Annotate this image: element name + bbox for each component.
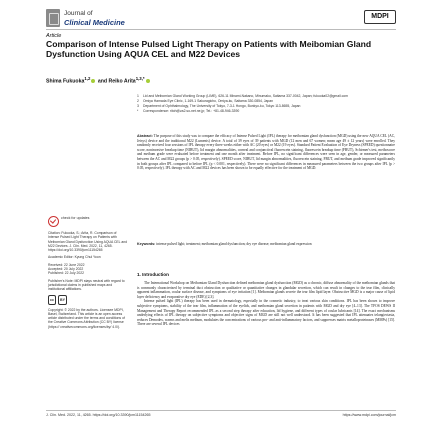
- citation-block: Citation: Fukuoka, S.; Arita, R. Comparison of Intense Pulsed Light Therapy on Patients with Meibomian Gland Dysfunction Using AQUA CEL and M22 Devices. J. Clin. Med. 2022, 11, 4265. https://doi.org/10.3390/jcm11154265: [48, 231, 128, 253]
- affiliation-number: 2: [137, 98, 139, 103]
- author-separator: and: [96, 78, 109, 85]
- accepted-date: Accepted: 20 July 2022: [48, 267, 84, 272]
- keywords: [137, 242, 395, 247]
- cc-icon: cc: [48, 295, 56, 305]
- affiliation-number: *: [137, 108, 139, 113]
- footer-citation-link[interactable]: J. Clin. Med. 2022, 11, 4265. https://doi.org/10.3390/jcm11154265: [46, 413, 151, 417]
- article-sidebar: [48, 231, 128, 332]
- author-name[interactable]: Shima Fukuoka: [46, 78, 85, 85]
- orcid-icon[interactable]: [146, 79, 150, 83]
- affiliation-number: 3: [137, 103, 139, 108]
- check-updates-icon: [48, 216, 59, 227]
- affiliation-text: Omiya Hamada Eye Clinic, 1-169-1 Sakuragicho, Omiya-ku, Saitama 330-0854, Japan: [143, 98, 274, 103]
- journal-logo-icon: [46, 9, 60, 27]
- journal-name-line2: Clinical Medicine: [64, 18, 125, 27]
- abstract-text: The purpose of this study was to compare the efficacy of Intense Pulsed Light (IPL) therapy for meibomian gland dysfunction (MGD) using the new AQUA CEL (AC, Jeisys) device and the traditional M22 (Lumenis) device. A total of 39 eyes of 39 patients with MGD (12 men and 67 women; mean age 49 ± 12 years) were enrolled. They randomly received four sessions of IPL therapy every three weeks either with AC (20 eyes) or M22 (19 eyes). Standard Patient Evaluation of Eye Dryness (SPEED) questionnaire score, noninvasive breakup time (NIBUT), lid margin abnormalities, corneal and conjunctival fluorescein staining, fluorescein breakup time (FBUT), Schirmer's test, meiboscore and meibum grade were evaluated before treatment and one month after treatment. Before IPL, no significant differences were seen in age, gender, or measured parameters between the AC and M22 groups (p > 0.05, respectively). SPEED score, NIBUT, lid margin abnormalities, fluorescein staining, FBUT, and meibum grade improved significantly in both groups after IPL compared to before IPL (p < 0.001, respectively). There were no significant differences in measured parameters between the two groups after IPL (p > 0.05, respectively). IPL therapy with AC and M22 devices has been shown to be equally effective for the treatment of MGD.: [137, 134, 396, 171]
- paragraph: Intense pulsed light (IPL) therapy has been used in dermatology, especially in the cosmetic industry, to treat various skin conditions. IPL has been shown to improve subjective symptoms, stability of the tear film, inflammation of the eyelids, and meibomian gland secretion in patients with MGD and dry eye [4–13]. The TFOS DEWS II Management and Therapy Report recommended IPL as a second step therapy after education, lid hygiene, and different types of ocular lubricants [14]. The exact mechanisms underlying effects of IPL therapy on subjective symptoms and objective signs of MGD are still not well understood. It has been suggested that IPL attenuates telangiectasia, reduces Demodex, warms and melts meibum, modulates the concentrations of various pro- and anti-inflammatory factors, and suppresses matrix metalloproteinases (MMPs) [15]. There are several IPL devices: [137, 299, 395, 327]
- journal-name-line1: Journal of: [64, 10, 93, 17]
- affiliation-text: Lid and Meibomian Gland Working Group (LIME), 626-11 Minami-Nakano, Minumaku, Saitama 337-0042, Japan; fukuoka02@gmail.com: [143, 94, 348, 98]
- received-date: Received: 22 June 2022: [48, 262, 85, 267]
- affiliation-item: [137, 99, 395, 103]
- header-divider: [46, 29, 396, 30]
- article-title: Comparison of Intense Pulsed Light Therapy on Patients with Meibomian Gland Dysfunction Using AQUA CEL and M22 Devices: [46, 39, 372, 59]
- check-updates-label: check for updates: [61, 216, 90, 220]
- orcid-icon[interactable]: [91, 79, 95, 83]
- cc-license-badge[interactable]: [48, 295, 128, 305]
- footer-divider: [46, 410, 396, 411]
- affiliation-text: Department of Ophthalmology, The University of Tokyo, 7-3-1 Hongo, Bunkyo-ku, Tokyo 113-8655, Japan: [143, 103, 301, 108]
- dates-block: [48, 263, 128, 276]
- affiliation-item: [137, 104, 395, 108]
- by-icon: BY: [58, 295, 67, 305]
- affiliation-item: [137, 94, 395, 98]
- section-heading: 1. Introduction: [137, 272, 169, 277]
- published-date: Published: 22 July 2022: [48, 271, 85, 276]
- affiliation-text: Correspondence: ritoh@za2.so-net.ne.jp; Tel.: +81-48-946-3390: [143, 108, 240, 113]
- abstract-label: Abstract:: [137, 134, 153, 138]
- academic-editor: Academic Editor: Kyung Chul Yoon: [48, 255, 101, 260]
- page-footer: [46, 413, 396, 417]
- publisher-logo[interactable]: MDPI: [364, 10, 396, 24]
- footer-journal-link[interactable]: https://www.mdpi.com/journal/jcm: [342, 413, 396, 417]
- author-name[interactable]: Reiko Arita: [108, 78, 136, 85]
- author-superscript: 1,3,*: [135, 76, 145, 81]
- keywords-text: intense pulsed light; treatment; meibomian gland dysfunction; dry eye disease; meibomian gland expression: [156, 242, 312, 246]
- check-for-updates-button[interactable]: [48, 216, 90, 228]
- introduction-body: [137, 281, 395, 327]
- author-line: [46, 76, 151, 85]
- author-superscript: 1,2: [84, 76, 91, 81]
- affiliations: [137, 94, 395, 114]
- affiliation-number: 1: [137, 94, 139, 98]
- publisher-note: Publisher's Note: MDPI stays neutral with regard to jurisdictional claims in published maps and institutional affiliations.: [48, 278, 125, 292]
- article-type: Article: [46, 33, 62, 39]
- journal-name[interactable]: [64, 9, 125, 27]
- abstract: [137, 134, 395, 171]
- keywords-label: Keywords:: [137, 242, 156, 246]
- copyright-notice: Copyright: © 2022 by the authors. Licensee MDPI, Basel, Switzerland. This article is an open access article distributed under the terms and conditions of the Creative Commons Attribution (CC BY) license (https:// creativecommons.org/licenses/by/ 4.0/).: [48, 307, 125, 329]
- paragraph: The International Workshop on Meibomian Gland Dysfunction defined meibomian gland dysfunction (MGD) as a chronic, diffuse abnormality of the meibomian glands that is commonly characterized by terminal duct obstruction or qualitative or quantitative changes in glandular secretion, which can result in changes to the tear film, clinically apparent inflammation, ocular surface disease, and symptoms of eye irritation [1]. Meibomian glands secrete the tear film lipid layer. Obstructive MGD is a major cause of lipid layer deficiency and evaporative dry eye (EDE) [2,3].: [137, 281, 395, 299]
- affiliation-item: [137, 109, 395, 113]
